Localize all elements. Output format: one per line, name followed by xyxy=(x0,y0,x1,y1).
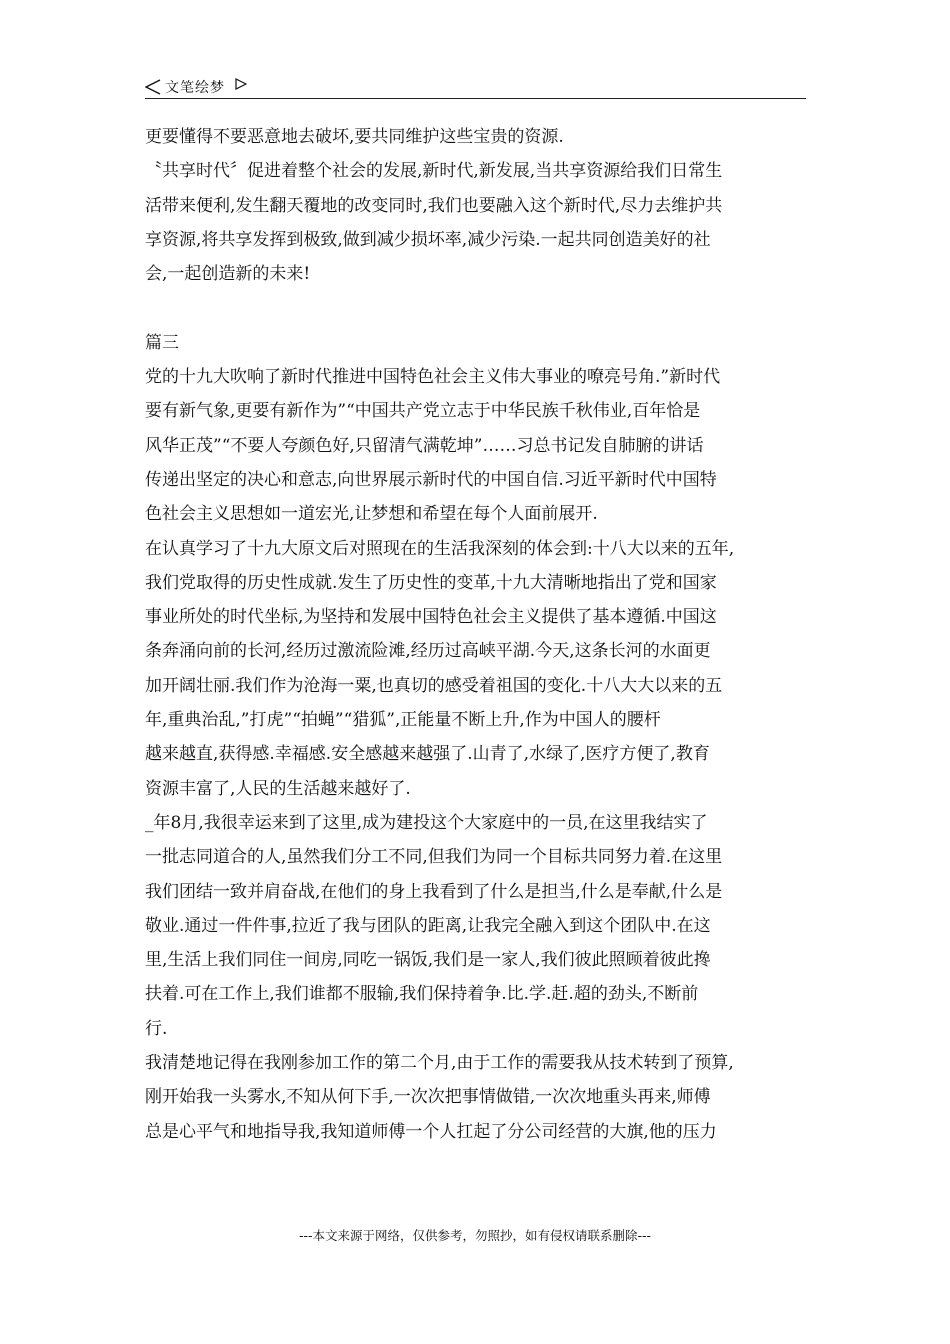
paragraph-line: 党的十九大吹响了新时代推进中国特色社会主义伟大事业的嘹亮号角.”新时代 xyxy=(145,367,721,388)
paragraph-line: 享资源,将共享发挥到极致,做到减少损坏率,减少污染.一起共同创造美好的社 xyxy=(145,229,711,250)
section-title: 篇三 xyxy=(145,332,179,353)
paragraph-line: 总是心平气和地指导我,我知道师傅一个人扛起了分公司经营的大旗,他的压力 xyxy=(145,1121,717,1142)
paragraph-line: 色社会主义思想如一道宏光,让梦想和希望在每个人面前展开. xyxy=(145,504,598,525)
paragraph-line: 行. xyxy=(145,1018,168,1039)
paragraph-line: 越来越直,获得感.幸福感.安全感越来越强了.山青了,水绿了,医疗方便了,教育 xyxy=(145,744,710,765)
page-header xyxy=(145,74,806,99)
paragraph-line: 更要懂得不要恶意地去破坏,要共同维护这些宝贵的资源. xyxy=(145,127,564,147)
triangle-left-icon xyxy=(145,79,161,95)
paragraph-line: 风华正茂”“不要人夸颜色好,只留清气满乾坤”……习总书记发自肺腑的讲话 xyxy=(145,435,704,456)
paragraph-line: 我清楚地记得在我刚参加工作的第二个月,由于工作的需要我从技术转到了预算, xyxy=(145,1053,734,1074)
blank-line xyxy=(145,291,810,325)
paragraph-line: 我们党取得的历史性成就.发生了历史性的变革,十九大清晰地指出了党和国家 xyxy=(145,572,717,593)
paragraph-line: 一批志同道合的人,虽然我们分工不同,但我们为同一个目标共同努力着.在这里 xyxy=(145,847,723,868)
triangle-right-icon xyxy=(235,78,247,90)
footer-notice: ---本文来源于网络，仅供参考，勿照抄，如有侵权请联系删除--- xyxy=(298,1228,652,1243)
paragraph-line: 〝共享时代〞促进着整个社会的发展,新时代,新发展,当共享资源给我们日常生 xyxy=(145,161,723,182)
paragraph-line: 敬业.通过一件件事,拉近了我与团队的距离,让我完全融入到这个团队中.在这 xyxy=(145,915,711,936)
paragraph-line: 传递出坚定的决心和意志,向世界展示新时代的中国自信.习近平新时代中国特 xyxy=(145,469,717,490)
paragraph-line: 扶着.可在工作上,我们谁都不服输,我们保持着争.比.学.赶.超的劲头,不断前 xyxy=(145,984,699,1005)
paragraph-line: 要有新气象,更要有新作为”“中国共产党立志于中华民族千秋伟业,百年恰是 xyxy=(145,401,701,422)
paragraph-line: 刚开始我一头雾水,不知从何下手,一次次把事情做错,一次次地重头再来,师傅 xyxy=(145,1087,711,1108)
paragraph-line: 加开阔壮丽.我们作为沧海一粟,也真切的感受着祖国的变化.十八大大以来的五 xyxy=(145,675,723,696)
paragraph-line: 事业所处的时代坐标,为坚持和发展中国特色社会主义提供了基本遵循.中国这 xyxy=(145,607,717,628)
paragraph-line: 我们团结一致并肩奋战,在他们的身上我看到了什么是担当,什么是奉献,什么是 xyxy=(145,881,723,902)
paragraph-line: 活带来便利,发生翻天覆地的改变同时,我们也要融入这个新时代,尽力去维护共 xyxy=(145,195,723,216)
paragraph-line: 会,一起创造新的未来! xyxy=(145,264,311,285)
paragraph-line: 在认真学习了十九大原文后对照现在的生活我深刻的体会到:十八大以来的五年, xyxy=(145,538,735,559)
brand-name: 文笔绘梦 xyxy=(165,80,225,96)
paragraph-line: 里,生活上我们同住一间房,同吃一锅饭,我们是一家人,我们彼此照顾着彼此搀 xyxy=(145,950,711,971)
paragraph-line: _年8月,我很幸运来到了这里,成为建投这个大家庭中的一员,在这里我结实了 xyxy=(145,812,708,833)
paragraph-line: 年,重典治乱,”打虎”“拍蝇”“猎狐”,正能量不断上升,作为中国人的腰杆 xyxy=(145,710,661,731)
paragraph-line: 资源丰富了,人民的生活越来越好了. xyxy=(145,778,411,799)
paragraph-line: 条奔涌向前的长河,经历过激流险滩,经历过高峡平湖.今天,这条长河的水面更 xyxy=(145,641,711,662)
document-body xyxy=(145,120,810,1149)
